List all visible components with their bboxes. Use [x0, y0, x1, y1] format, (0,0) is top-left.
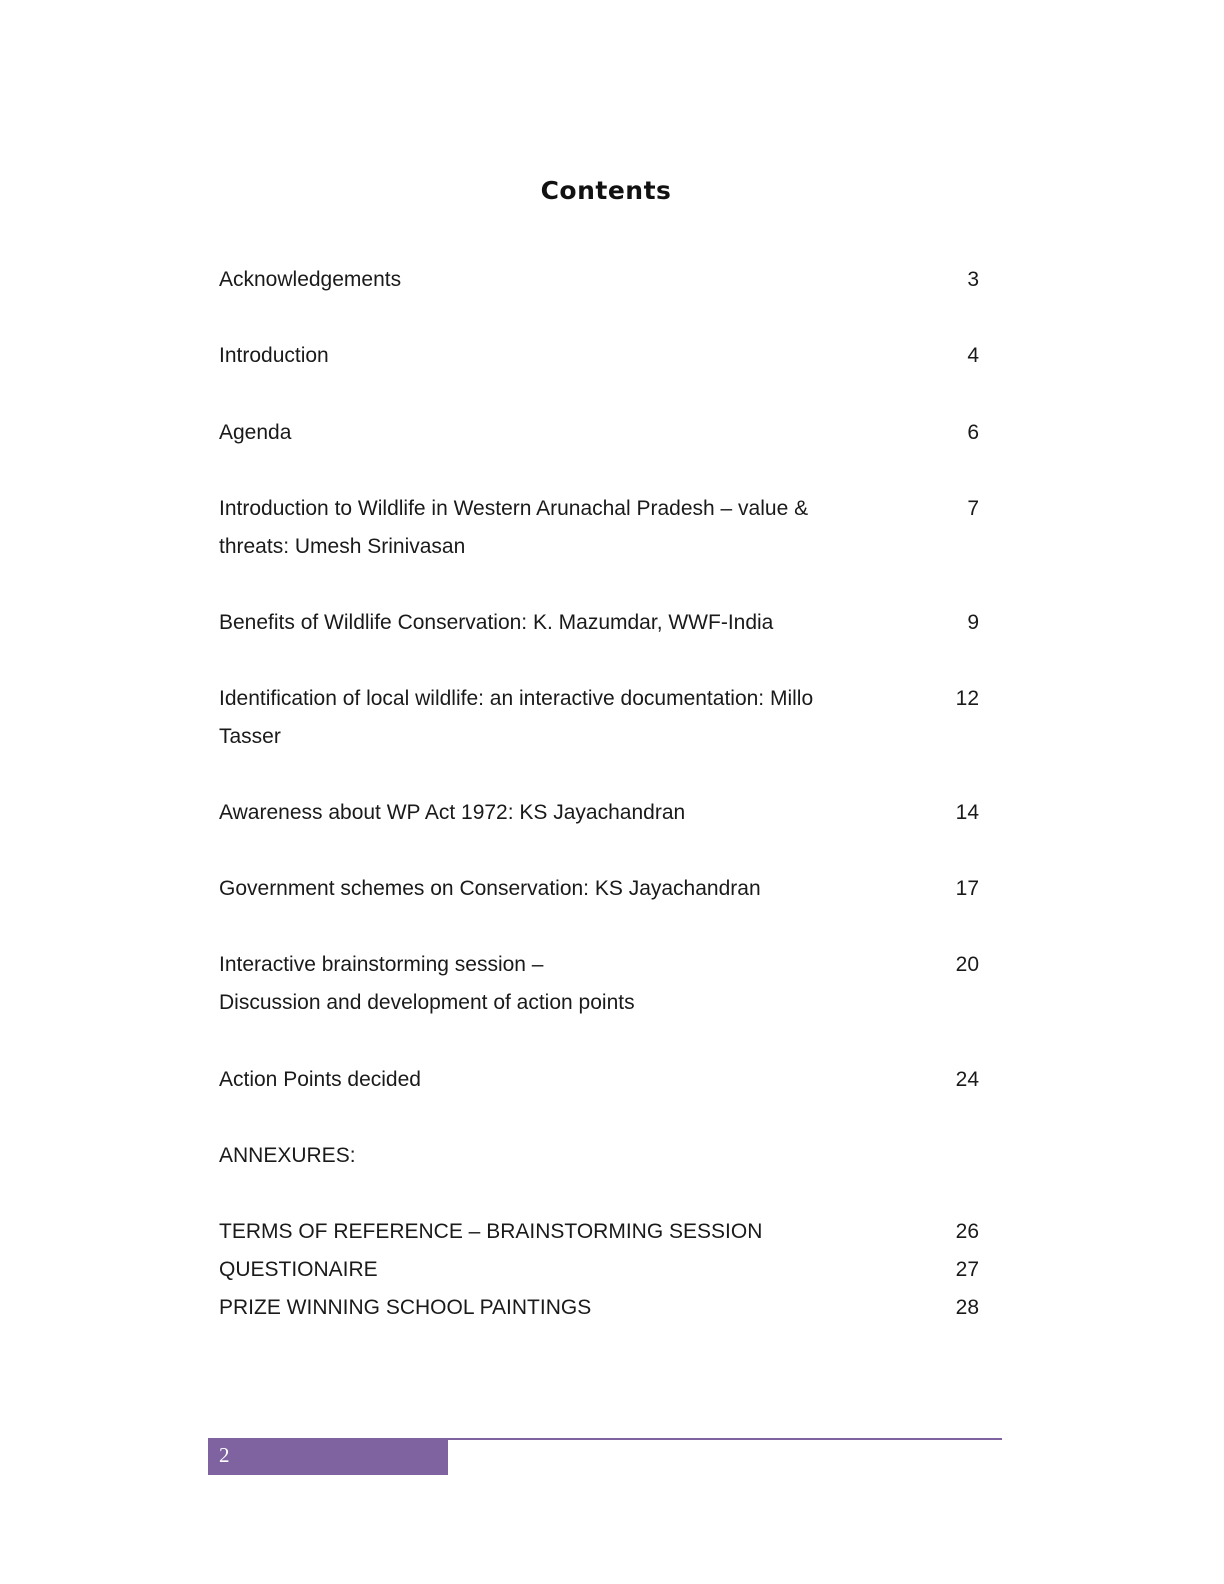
annexure-item-terms-of-reference: [219, 1213, 979, 1251]
toc-entry-brainstorming: [219, 946, 979, 1022]
toc-entry-title: Government schemes on Conservation: KS Jayachandran: [219, 877, 761, 900]
toc-entry-page: 17: [955, 877, 979, 900]
annexure-item-title: TERMS OF REFERENCE – BRAINSTORMING SESSION: [219, 1220, 763, 1243]
toc-entry-title: Introduction to Wildlife in Western Arunachal Pradesh – value &: [219, 497, 809, 520]
annexure-item-questionaire: [219, 1251, 979, 1289]
toc-entry-title: Introduction: [219, 344, 329, 367]
toc-entry-page: 6: [967, 421, 979, 444]
annexure-item-title: PRIZE WINNING SCHOOL PAINTINGS: [219, 1296, 592, 1319]
toc-entry-title-continued: Tasser: [219, 725, 281, 748]
toc-entry-title: Identification of local wildlife: an interactive documentation: Millo: [219, 687, 814, 710]
toc-entry-page: 12: [955, 687, 979, 710]
toc-entry-title: Action Points decided: [219, 1068, 421, 1091]
toc-entry-wildlife-intro: [219, 490, 979, 566]
toc-entry-title-continued: threats: Umesh Srinivasan: [219, 535, 466, 558]
toc-entry-page: 3: [967, 268, 979, 291]
annexure-item-page: 27: [955, 1258, 979, 1281]
footer-page-tab: [208, 1439, 448, 1475]
annexures-heading: [219, 1137, 979, 1175]
toc-entry-page: 4: [967, 344, 979, 367]
toc-entry-title: Agenda: [219, 421, 292, 444]
annexures-heading-text: ANNEXURES:: [219, 1144, 356, 1167]
toc-entry-government-schemes: [219, 870, 979, 908]
toc-entry-acknowledgements: [219, 261, 979, 299]
page-number: 2: [219, 1443, 230, 1467]
annexure-item-paintings: [219, 1289, 979, 1327]
annexure-item-page: 26: [955, 1220, 979, 1243]
toc-entry-action-points: [219, 1061, 979, 1099]
toc-entry-page: 9: [967, 611, 979, 634]
toc-entry-benefits: [219, 604, 979, 642]
toc-entry-wp-act: [219, 794, 979, 832]
toc-entry-page: 7: [967, 497, 979, 520]
toc-entry-identification: [219, 680, 979, 756]
toc-entry-page: 14: [955, 801, 979, 824]
toc-entry-title-continued: Discussion and development of action points: [219, 991, 635, 1014]
toc-entry-agenda: [219, 414, 979, 452]
toc-entry-title: Benefits of Wildlife Conservation: K. Mazumdar, WWF-India: [219, 611, 774, 634]
toc-entry-title: Interactive brainstorming session –: [219, 953, 544, 976]
annexure-item-page: 28: [955, 1296, 979, 1319]
toc-entry-title: Acknowledgements: [219, 268, 402, 291]
toc-entry-title: Awareness about WP Act 1972: KS Jayachandran: [219, 801, 686, 824]
toc-entry-page: 20: [955, 953, 979, 976]
toc-entry-page: 24: [955, 1068, 979, 1091]
toc-entry-introduction: [219, 337, 979, 375]
annexure-item-title: QUESTIONAIRE: [219, 1258, 378, 1281]
page-title: Contents: [540, 176, 672, 205]
